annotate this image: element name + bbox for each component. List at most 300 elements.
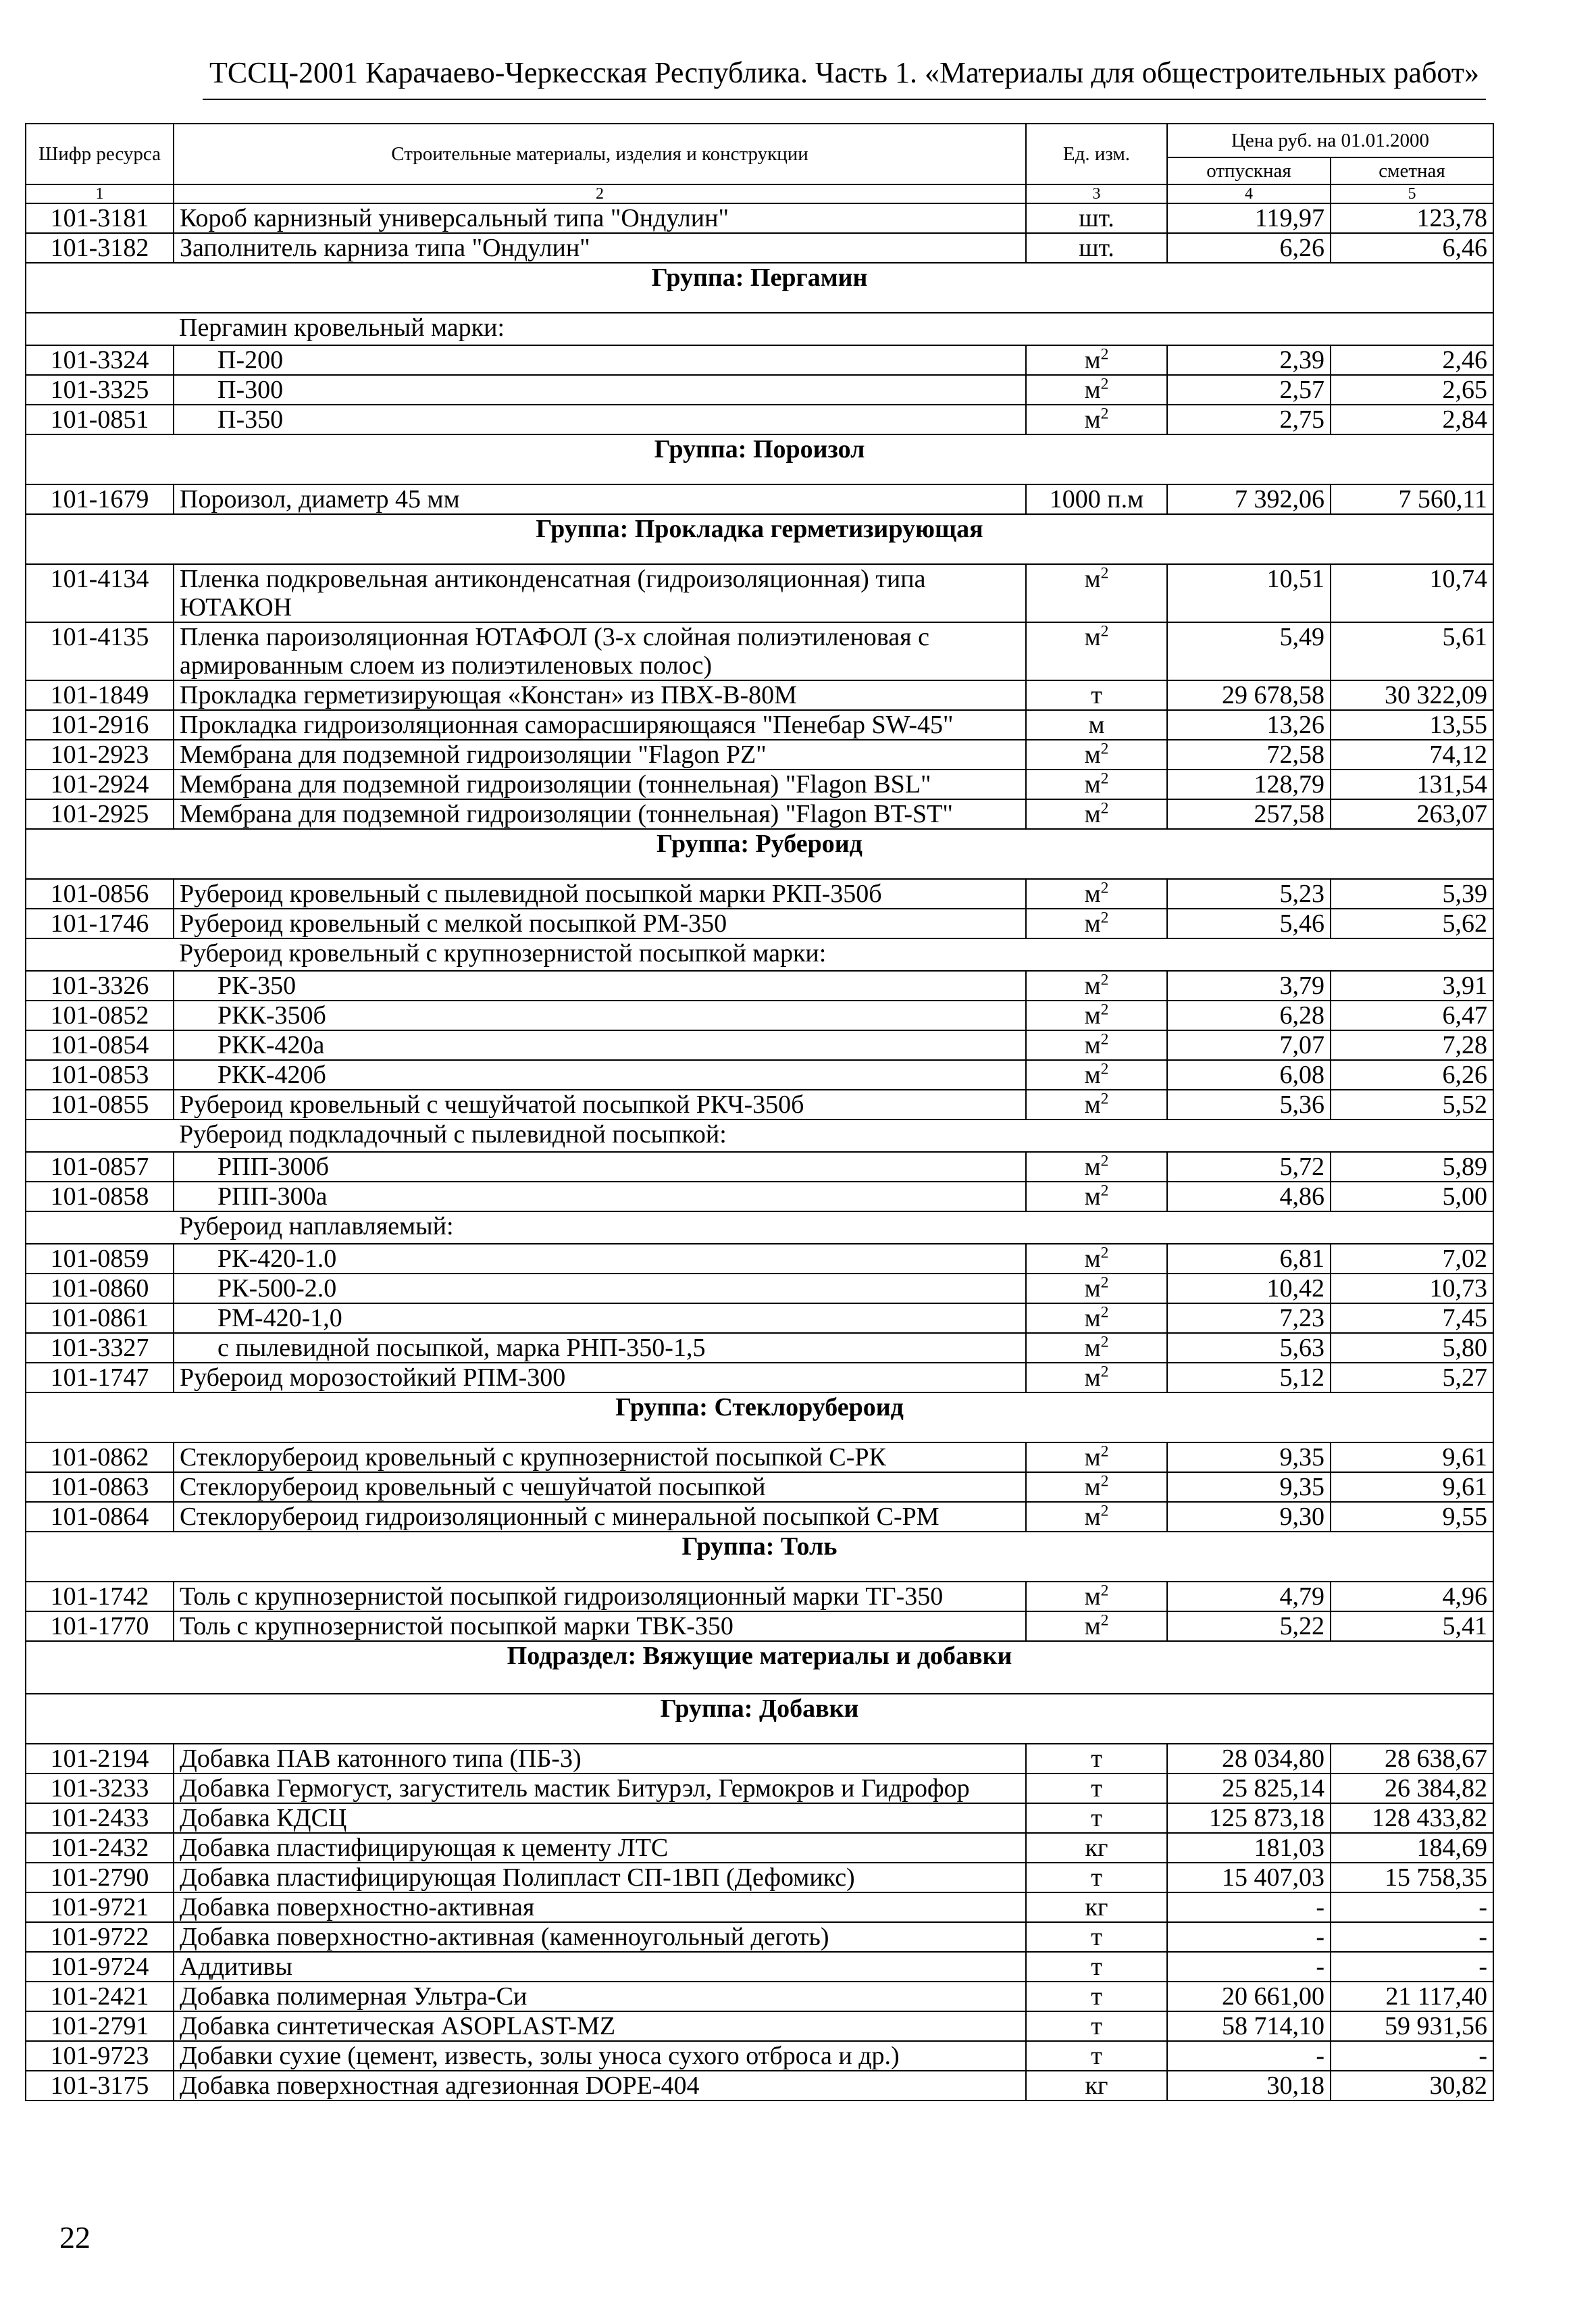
release-price-cell: 6,08	[1167, 1060, 1331, 1090]
estimate-price-cell: 9,61	[1331, 1442, 1493, 1472]
note-text: Пергамин кровельный марки:	[174, 313, 1493, 345]
resource-code-cell: 101-2923	[26, 740, 174, 770]
table-row	[26, 710, 1493, 740]
table-row	[26, 1060, 1493, 1090]
estimate-price-cell: 2,84	[1331, 405, 1493, 434]
unit-cell: т	[1026, 1982, 1167, 2011]
unit-cell	[1026, 1363, 1167, 1392]
unit-cell	[1026, 1611, 1167, 1641]
table-row	[26, 1244, 1493, 1274]
material-name-cell: Рубероид кровельный с мелкой посыпкой РМ-350	[174, 909, 1026, 938]
table-row	[26, 1001, 1493, 1030]
resource-code-cell: 101-2194	[26, 1744, 174, 1774]
group-heading-row	[26, 1532, 1493, 1582]
release-price-cell: 6,81	[1167, 1244, 1331, 1274]
estimate-price-cell: 2,46	[1331, 345, 1493, 375]
unit-cell: шт.	[1026, 203, 1167, 233]
unit-cell	[1026, 1152, 1167, 1182]
unit-base: м	[1084, 740, 1101, 769]
table-row	[26, 799, 1493, 829]
release-price-cell: 3,79	[1167, 971, 1331, 1001]
table-row	[26, 1892, 1493, 1922]
material-name-cell: РКК-420б	[174, 1060, 1026, 1090]
resource-code-cell: 101-0852	[26, 1001, 174, 1030]
group-title: Группа: Пороизол	[26, 434, 1493, 484]
note-row	[26, 1211, 1493, 1244]
material-name-cell: П-200	[174, 345, 1026, 375]
material-name-cell: П-300	[174, 375, 1026, 405]
estimate-price-cell: -	[1331, 1892, 1493, 1922]
page-header: ТССЦ-2001 Карачаево-Черкесская Республика. Часть 1. «Материалы для общестроительных работ»	[209, 56, 1479, 89]
unit-cell: кг	[1026, 1892, 1167, 1922]
resource-code-cell: 101-3324	[26, 345, 174, 375]
unit-base: м	[1084, 1304, 1101, 1332]
estimate-price-cell: 2,65	[1331, 375, 1493, 405]
col-number: 3	[1026, 184, 1167, 203]
material-name-cell: Пленка подкровельная антиконденсатная (гидроизоляционная) типа ЮТАКОН	[174, 564, 1026, 622]
unit-base: м	[1084, 770, 1101, 799]
resource-code-cell: 101-0860	[26, 1274, 174, 1303]
estimate-price-cell: 21 117,40	[1331, 1982, 1493, 2011]
unit-exponent: 2	[1100, 622, 1109, 640]
unit-exponent: 2	[1100, 1582, 1109, 1600]
resource-code-cell: 101-0862	[26, 1442, 174, 1472]
estimate-price-cell: 13,55	[1331, 710, 1493, 740]
table-row	[26, 1611, 1493, 1641]
resource-code-cell: 101-9721	[26, 1892, 174, 1922]
estimate-price-cell: 6,26	[1331, 1060, 1493, 1090]
unit-base: м	[1084, 1473, 1101, 1501]
table-row	[26, 345, 1493, 375]
price-table	[25, 123, 1494, 2101]
unit-exponent: 2	[1100, 1060, 1109, 1078]
release-price-cell: 29 678,58	[1167, 680, 1331, 710]
material-name-cell: Добавка КДСЦ	[174, 1803, 1026, 1833]
table-row	[26, 1952, 1493, 1982]
resource-code-cell: 101-2916	[26, 710, 174, 740]
unit-cell	[1026, 622, 1167, 680]
unit-cell	[1026, 1060, 1167, 1090]
col-header-name: Строительные материалы, изделия и конструкции	[174, 124, 1026, 184]
resource-code-cell: 101-0851	[26, 405, 174, 434]
release-price-cell: 72,58	[1167, 740, 1331, 770]
unit-cell	[1026, 1333, 1167, 1363]
resource-code-cell: 101-3325	[26, 375, 174, 405]
estimate-price-cell: 59 931,56	[1331, 2011, 1493, 2041]
material-name-cell: Мембрана для подземной гидроизоляции (тоннельная) "Flagon BT-ST"	[174, 799, 1026, 829]
material-name-cell: Добавка полимерная Ультра-Си	[174, 1982, 1026, 2011]
estimate-price-cell: 6,47	[1331, 1001, 1493, 1030]
resource-code-cell: 101-0863	[26, 1472, 174, 1502]
resource-code-cell: 101-3326	[26, 971, 174, 1001]
unit-cell: м	[1026, 710, 1167, 740]
unit-exponent: 2	[1100, 909, 1109, 927]
resource-code-cell: 101-3175	[26, 2071, 174, 2101]
note-text: Рубероид подкладочный с пылевидной посыпкой:	[174, 1120, 1493, 1152]
unit-cell	[1026, 345, 1167, 375]
unit-cell	[1026, 879, 1167, 909]
release-price-cell: 13,26	[1167, 710, 1331, 740]
estimate-price-cell: -	[1331, 1922, 1493, 1952]
estimate-price-cell: 9,61	[1331, 1472, 1493, 1502]
unit-cell	[1026, 799, 1167, 829]
table-row	[26, 1090, 1493, 1120]
release-price-cell: 9,30	[1167, 1502, 1331, 1532]
table-row	[26, 909, 1493, 938]
unit-base: м	[1084, 1582, 1101, 1611]
estimate-price-cell: 28 638,67	[1331, 1744, 1493, 1774]
estimate-price-cell: 123,78	[1331, 203, 1493, 233]
table-row	[26, 1744, 1493, 1774]
release-price-cell: 10,42	[1167, 1274, 1331, 1303]
release-price-cell: 58 714,10	[1167, 2011, 1331, 2041]
resource-code-cell: 101-9724	[26, 1952, 174, 1982]
estimate-price-cell: 5,80	[1331, 1333, 1493, 1363]
material-name-cell: Добавка пластифицирующая Полипласт СП-1ВП (Дефомикс)	[174, 1863, 1026, 1892]
unit-exponent: 2	[1100, 1363, 1109, 1381]
col-header-release: отпускная	[1167, 157, 1331, 184]
material-name-cell: Добавка Гермогуст, загуститель мастик Битурэл, Гермокров и Гидрофор	[174, 1774, 1026, 1803]
estimate-price-cell: 30 322,09	[1331, 680, 1493, 710]
group-title: Группа: Рубероид	[26, 829, 1493, 879]
col-number: 4	[1167, 184, 1331, 203]
material-name-cell: с пылевидной посыпкой, марка РНП-350-1,5	[174, 1333, 1026, 1363]
unit-exponent: 2	[1100, 1611, 1109, 1630]
unit-base: м	[1084, 880, 1101, 908]
estimate-price-cell: 5,27	[1331, 1363, 1493, 1392]
unit-base: м	[1084, 1274, 1101, 1303]
release-price-cell: 7,07	[1167, 1030, 1331, 1060]
unit-cell	[1026, 1182, 1167, 1211]
unit-base: м	[1084, 972, 1101, 1000]
material-name-cell: Добавка пластифицирующая к цементу ЛТС	[174, 1833, 1026, 1863]
material-name-cell: Добавки сухие (цемент, известь, золы уноса сухого отброса и др.)	[174, 2041, 1026, 2071]
unit-cell	[1026, 405, 1167, 434]
table-row	[26, 1442, 1493, 1472]
material-name-cell: Толь с крупнозернистой посыпкой гидроизоляционный марки ТГ-350	[174, 1582, 1026, 1611]
resource-code-cell: 101-2791	[26, 2011, 174, 2041]
subsection-heading-row	[26, 1641, 1493, 1694]
material-name-cell: Прокладка гидроизоляционная саморасширяющаяся "Пенебар SW-45"	[174, 710, 1026, 740]
release-price-cell: 128,79	[1167, 770, 1331, 799]
material-name-cell: Заполнитель карниза типа "Ондулин"	[174, 233, 1026, 263]
note-text: Рубероид наплавляемый:	[174, 1211, 1493, 1244]
estimate-price-cell: 6,46	[1331, 233, 1493, 263]
unit-cell	[1026, 1244, 1167, 1274]
resource-code-cell: 101-1679	[26, 484, 174, 514]
unit-cell	[1026, 1090, 1167, 1120]
unit-cell: т	[1026, 1744, 1167, 1774]
release-price-cell: 5,36	[1167, 1090, 1331, 1120]
unit-cell: т	[1026, 1774, 1167, 1803]
table-row	[26, 740, 1493, 770]
material-name-cell: Пороизол, диаметр 45 мм	[174, 484, 1026, 514]
unit-exponent: 2	[1100, 405, 1109, 423]
estimate-price-cell: 10,74	[1331, 564, 1493, 622]
table-row	[26, 1863, 1493, 1892]
group-title: Группа: Прокладка герметизирующая	[26, 514, 1493, 564]
table-row	[26, 680, 1493, 710]
note-blank-cell	[26, 1120, 174, 1152]
release-price-cell: 10,51	[1167, 564, 1331, 622]
release-price-cell: -	[1167, 2041, 1331, 2071]
release-price-cell: 25 825,14	[1167, 1774, 1331, 1803]
subsection-title: Подраздел: Вяжущие материалы и добавки	[26, 1641, 1493, 1694]
unit-cell: т	[1026, 1922, 1167, 1952]
unit-exponent: 2	[1100, 799, 1109, 818]
unit-cell	[1026, 1582, 1167, 1611]
col-header-unit: Ед. изм.	[1026, 124, 1167, 184]
resource-code-cell: 101-9722	[26, 1922, 174, 1952]
group-heading-row	[26, 514, 1493, 564]
table-row	[26, 1274, 1493, 1303]
unit-base: м	[1084, 565, 1101, 593]
resource-code-cell: 101-4135	[26, 622, 174, 680]
unit-cell	[1026, 1442, 1167, 1472]
unit-exponent: 2	[1100, 971, 1109, 989]
release-price-cell: 7 392,06	[1167, 484, 1331, 514]
unit-base: м	[1084, 1031, 1101, 1059]
estimate-price-cell: 184,69	[1331, 1833, 1493, 1863]
estimate-price-cell: 3,91	[1331, 971, 1493, 1001]
resource-code-cell: 101-3181	[26, 203, 174, 233]
unit-cell	[1026, 770, 1167, 799]
table-row	[26, 375, 1493, 405]
resource-code-cell: 101-0853	[26, 1060, 174, 1090]
resource-code-cell: 101-3182	[26, 233, 174, 263]
resource-code-cell: 101-0856	[26, 879, 174, 909]
unit-base: м	[1084, 1182, 1101, 1211]
material-name-cell: РК-350	[174, 971, 1026, 1001]
unit-base: м	[1084, 1061, 1101, 1089]
unit-exponent: 2	[1100, 1152, 1109, 1170]
note-blank-cell	[26, 313, 174, 345]
release-price-cell: 5,12	[1167, 1363, 1331, 1392]
resource-code-cell: 101-1849	[26, 680, 174, 710]
material-name-cell: Толь с крупнозернистой посыпкой марки ТВК-350	[174, 1611, 1026, 1641]
estimate-price-cell: 9,55	[1331, 1502, 1493, 1532]
unit-base: м	[1084, 1244, 1101, 1273]
unit-cell	[1026, 1472, 1167, 1502]
table-row	[26, 2071, 1493, 2101]
unit-cell: 1000 п.м	[1026, 484, 1167, 514]
note-blank-cell	[26, 1211, 174, 1244]
unit-exponent: 2	[1100, 1303, 1109, 1322]
unit-exponent: 2	[1100, 1001, 1109, 1019]
table-row	[26, 1922, 1493, 1952]
unit-exponent: 2	[1100, 879, 1109, 897]
estimate-price-cell: 30,82	[1331, 2071, 1493, 2101]
table-row	[26, 1582, 1493, 1611]
resource-code-cell: 101-1770	[26, 1611, 174, 1641]
unit-base: м	[1084, 1090, 1101, 1119]
col-header-code: Шифр ресурса	[26, 124, 174, 184]
release-price-cell: 6,28	[1167, 1001, 1331, 1030]
header-rule	[203, 99, 1486, 100]
unit-cell: т	[1026, 1952, 1167, 1982]
release-price-cell: 2,75	[1167, 405, 1331, 434]
material-name-cell: РК-420-1.0	[174, 1244, 1026, 1274]
material-name-cell: Рубероид кровельный с пылевидной посыпкой марки РКП-350б	[174, 879, 1026, 909]
release-price-cell: 125 873,18	[1167, 1803, 1331, 1833]
unit-exponent: 2	[1100, 1502, 1109, 1520]
resource-code-cell: 101-4134	[26, 564, 174, 622]
unit-cell: т	[1026, 1863, 1167, 1892]
unit-base: м	[1084, 405, 1101, 434]
estimate-price-cell: 131,54	[1331, 770, 1493, 799]
group-title: Группа: Пергамин	[26, 263, 1493, 313]
estimate-price-cell: 7,28	[1331, 1030, 1493, 1060]
material-name-cell: РКК-350б	[174, 1001, 1026, 1030]
unit-cell: шт.	[1026, 233, 1167, 263]
release-price-cell: 28 034,80	[1167, 1744, 1331, 1774]
estimate-price-cell: 5,39	[1331, 879, 1493, 909]
unit-base: м	[1084, 376, 1101, 404]
group-heading-row	[26, 263, 1493, 313]
material-name-cell: Пленка пароизоляционная ЮТАФОЛ (3-х слойная полиэтиленовая с армированным слоем из полиэтиленовых полос)	[174, 622, 1026, 680]
col-number: 2	[174, 184, 1026, 203]
estimate-price-cell: -	[1331, 2041, 1493, 2071]
resource-code-cell: 101-0861	[26, 1303, 174, 1333]
unit-base: м	[1084, 909, 1101, 938]
estimate-price-cell: 26 384,82	[1331, 1774, 1493, 1803]
unit-base: м	[1084, 1503, 1101, 1531]
group-heading-row	[26, 1694, 1493, 1744]
table-row	[26, 405, 1493, 434]
table-row	[26, 879, 1493, 909]
release-price-cell: 5,49	[1167, 622, 1331, 680]
unit-base: м	[1084, 800, 1101, 828]
release-price-cell: 4,86	[1167, 1182, 1331, 1211]
unit-base: м	[1084, 1363, 1101, 1392]
material-name-cell: Добавка поверхностная адгезионная DOPE-404	[174, 2071, 1026, 2101]
table-row	[26, 1833, 1493, 1863]
material-name-cell: Добавка поверхностно-активная	[174, 1892, 1026, 1922]
resource-code-cell: 101-0857	[26, 1152, 174, 1182]
col-header-price: Цена руб. на 01.01.2000	[1167, 124, 1493, 157]
estimate-price-cell: 5,62	[1331, 909, 1493, 938]
unit-base: м	[1084, 1443, 1101, 1472]
material-name-cell: РМ-420-1,0	[174, 1303, 1026, 1333]
material-name-cell: П-350	[174, 405, 1026, 434]
unit-cell	[1026, 375, 1167, 405]
group-title: Группа: Добавки	[26, 1694, 1493, 1744]
resource-code-cell: 101-2432	[26, 1833, 174, 1863]
unit-exponent: 2	[1100, 1030, 1109, 1049]
unit-cell	[1026, 1001, 1167, 1030]
table-row	[26, 1182, 1493, 1211]
resource-code-cell: 101-0864	[26, 1502, 174, 1532]
table-row	[26, 1472, 1493, 1502]
table-row	[26, 971, 1493, 1001]
unit-cell	[1026, 971, 1167, 1001]
material-name-cell: Короб карнизный универсальный типа "Ондулин"	[174, 203, 1026, 233]
unit-base: м	[1084, 1612, 1101, 1640]
unit-cell: т	[1026, 2041, 1167, 2071]
estimate-price-cell: 7 560,11	[1331, 484, 1493, 514]
unit-cell: т	[1026, 1803, 1167, 1833]
table-row	[26, 1333, 1493, 1363]
unit-exponent: 2	[1100, 740, 1109, 758]
unit-cell: кг	[1026, 2071, 1167, 2101]
resource-code-cell: 101-2790	[26, 1863, 174, 1892]
unit-exponent: 2	[1100, 1442, 1109, 1461]
estimate-price-cell: 7,02	[1331, 1244, 1493, 1274]
table-row	[26, 484, 1493, 514]
release-price-cell: -	[1167, 1922, 1331, 1952]
resource-code-cell: 101-1742	[26, 1582, 174, 1611]
unit-base: м	[1084, 346, 1101, 374]
release-price-cell: 30,18	[1167, 2071, 1331, 2101]
release-price-cell: 119,97	[1167, 203, 1331, 233]
unit-exponent: 2	[1100, 564, 1109, 582]
resource-code-cell: 101-0854	[26, 1030, 174, 1060]
unit-exponent: 2	[1100, 375, 1109, 393]
material-name-cell: Аддитивы	[174, 1952, 1026, 1982]
unit-cell	[1026, 909, 1167, 938]
table-row	[26, 1030, 1493, 1060]
material-name-cell: Рубероид кровельный с чешуйчатой посыпкой РКЧ-350б	[174, 1090, 1026, 1120]
resource-code-cell: 101-0858	[26, 1182, 174, 1211]
table-row	[26, 203, 1493, 233]
material-name-cell: Добавка синтетическая ASOPLAST-MZ	[174, 2011, 1026, 2041]
material-name-cell: Добавка ПАВ катонного типа (ПБ-3)	[174, 1744, 1026, 1774]
unit-exponent: 2	[1100, 770, 1109, 788]
release-price-cell: 9,35	[1167, 1472, 1331, 1502]
unit-exponent: 2	[1100, 345, 1109, 363]
table-row	[26, 1803, 1493, 1833]
release-price-cell: 5,23	[1167, 879, 1331, 909]
unit-exponent: 2	[1100, 1244, 1109, 1262]
table-row	[26, 770, 1493, 799]
estimate-price-cell: 5,61	[1331, 622, 1493, 680]
estimate-price-cell: 15 758,35	[1331, 1863, 1493, 1892]
estimate-price-cell: 74,12	[1331, 740, 1493, 770]
note-row	[26, 1120, 1493, 1152]
release-price-cell: 257,58	[1167, 799, 1331, 829]
material-name-cell: Стеклорубероид кровельный с чешуйчатой посыпкой	[174, 1472, 1026, 1502]
unit-cell: кг	[1026, 1833, 1167, 1863]
table-row	[26, 1502, 1493, 1532]
group-title: Группа: Толь	[26, 1532, 1493, 1582]
resource-code-cell: 101-3327	[26, 1333, 174, 1363]
estimate-price-cell: 5,41	[1331, 1611, 1493, 1641]
estimate-price-cell: 128 433,82	[1331, 1803, 1493, 1833]
release-price-cell: 5,46	[1167, 909, 1331, 938]
release-price-cell: 5,22	[1167, 1611, 1331, 1641]
resource-code-cell: 101-0855	[26, 1090, 174, 1120]
release-price-cell: -	[1167, 1892, 1331, 1922]
material-name-cell: Мембрана для подземной гидроизоляции "Flagon PZ"	[174, 740, 1026, 770]
material-name-cell: Мембрана для подземной гидроизоляции (тоннельная) "Flagon BSL"	[174, 770, 1026, 799]
table-body	[26, 203, 1493, 2101]
resource-code-cell: 101-1747	[26, 1363, 174, 1392]
resource-code-cell: 101-2421	[26, 1982, 174, 2011]
note-row	[26, 938, 1493, 971]
table-row	[26, 1982, 1493, 2011]
estimate-price-cell: 263,07	[1331, 799, 1493, 829]
col-number: 5	[1331, 184, 1493, 203]
release-price-cell: 4,79	[1167, 1582, 1331, 1611]
estimate-price-cell: -	[1331, 1952, 1493, 1982]
col-header-estimate: сметная	[1331, 157, 1493, 184]
table-row	[26, 1363, 1493, 1392]
resource-code-cell: 101-2925	[26, 799, 174, 829]
estimate-price-cell: 5,52	[1331, 1090, 1493, 1120]
unit-exponent: 2	[1100, 1333, 1109, 1351]
note-text: Рубероид кровельный с крупнозернистой посыпкой марки:	[174, 938, 1493, 971]
unit-base: м	[1084, 1334, 1101, 1362]
